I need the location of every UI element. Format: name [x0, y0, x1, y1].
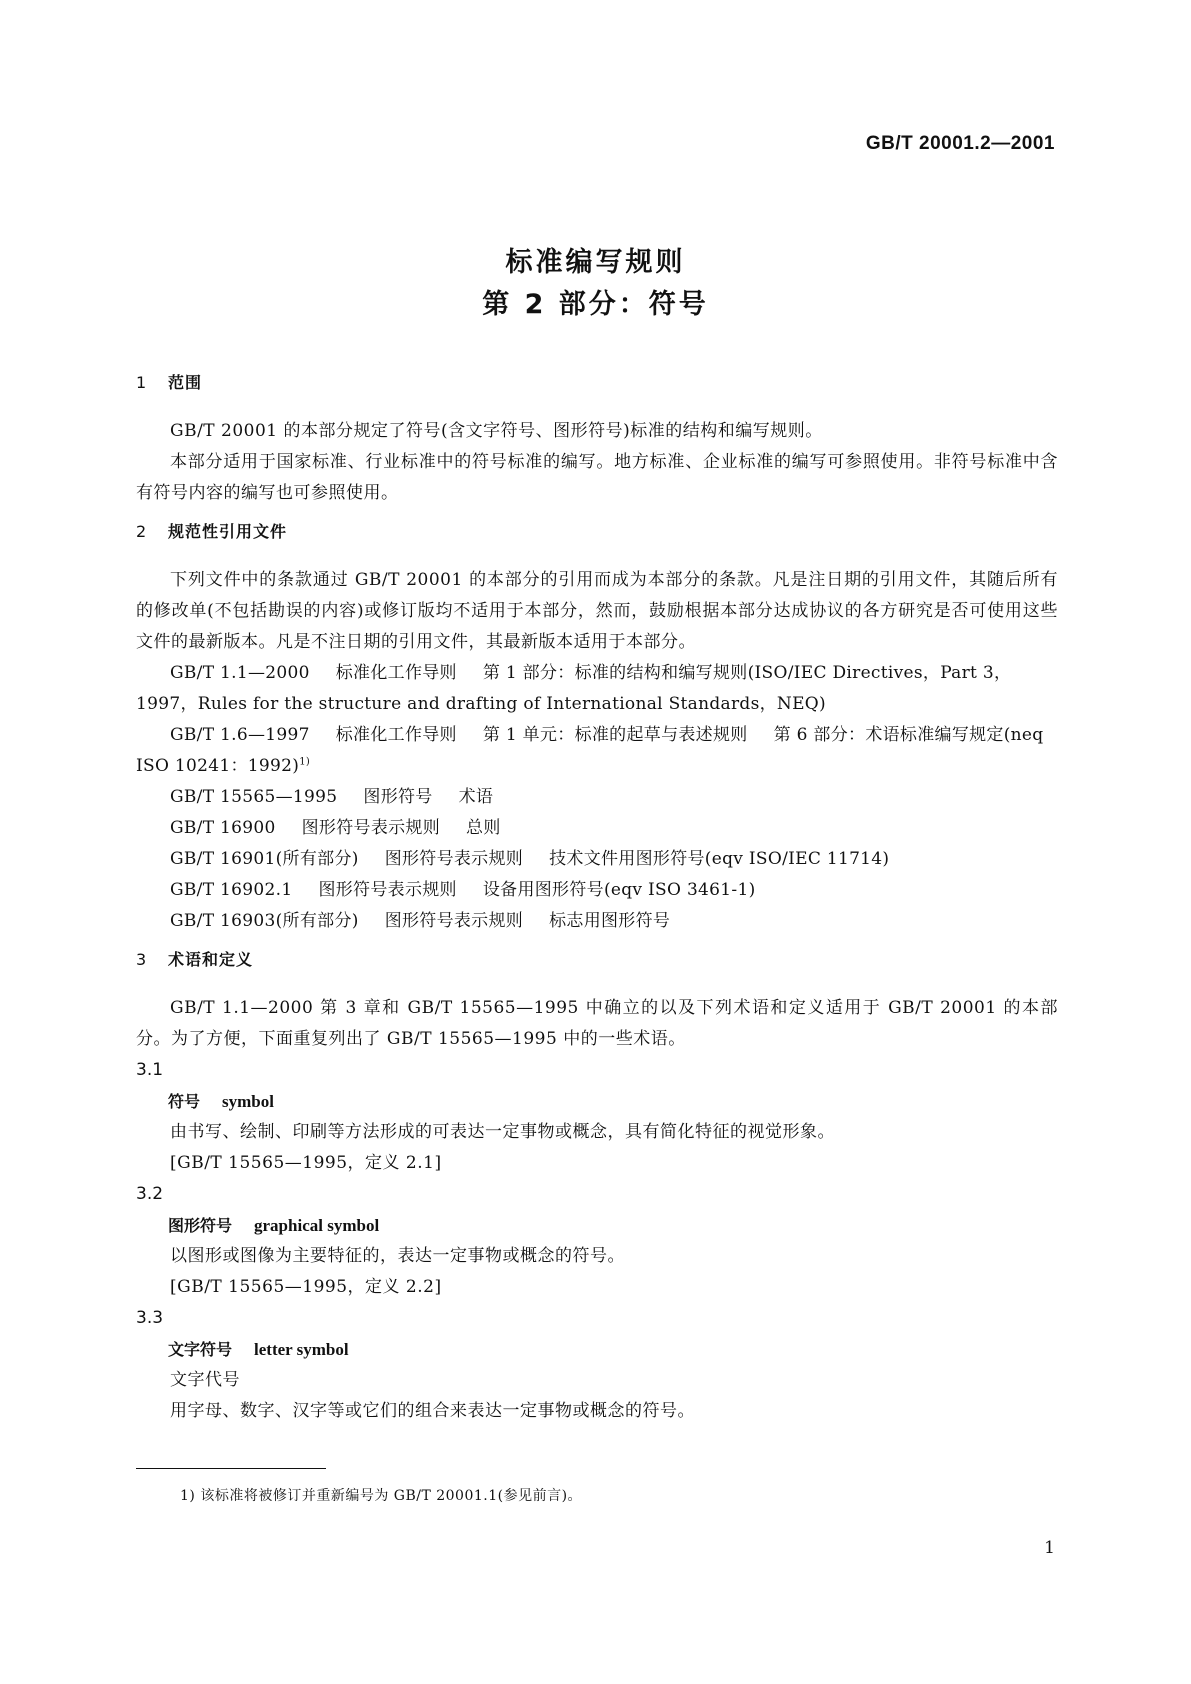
document-body: [136, 372, 1058, 1427]
term-number: 3.1: [136, 1060, 164, 1080]
term-definition: 以图形或图像为主要特征的，表达一定事物或概念的符号。: [170, 1246, 625, 1266]
term-number: 3.3: [136, 1308, 164, 1328]
term-entry: 文字符号 letter symbol: [168, 1340, 349, 1359]
footnote-marker: 1): [299, 756, 311, 768]
term-definition: 用字母、数字、汉字等或它们的组合来表达一定事物或概念的符号。: [170, 1401, 695, 1421]
term-entry: 图形符号 graphical symbol: [168, 1216, 380, 1235]
reference-item: GB/T 15565—1995 图形符号 术语: [170, 787, 494, 807]
reference-item: GB/T 1.1—2000 标准化工作导则 第 1 部分：标准的结构和编写规则(ISO/IEC Directives，Part 3，1997，Rules for the structure and drafting of International Standards，NEQ): [136, 663, 1012, 714]
paragraph: GB/T 20001 的本部分规定了符号(含文字符号、图形符号)标准的结构和编写规则。: [170, 421, 823, 441]
section-heading-2: 2 规范性引用文件: [136, 522, 288, 541]
term-entry: 符号 symbol: [168, 1092, 274, 1111]
term-number: 3.2: [136, 1184, 164, 1204]
document-title: 标准编写规则: [505, 247, 686, 278]
footnote: 1) 该标准将被修订并重新编号为 GB/T 20001.1(参见前言)。: [180, 1488, 583, 1504]
section-heading-1: 1 范围: [136, 373, 203, 392]
document-code: GB/T 20001.2—2001: [865, 133, 1055, 154]
paragraph: 本部分适用于国家标准、行业标准中的符号标准的编写。地方标准、企业标准的编写可参照使用。非符号标准中含有符号内容的编写也可参照使用。: [136, 452, 1058, 503]
term-alternative: 文字代号: [170, 1370, 240, 1390]
document-subtitle: 第 2 部分：符号: [482, 289, 709, 320]
term-source: [GB/T 15565—1995，定义 2.1]: [170, 1153, 442, 1173]
paragraph: 下列文件中的条款通过 GB/T 20001 的本部分的引用而成为本部分的条款。凡是注日期的引用文件，其随后所有的修改单(不包括勘误的内容)或修订版均不适用于本部分，然而，鼓励根据本部分达成协议的各方研究是否可使用这些文件的最新版本。凡是不注日期的引用文件，其最新版本适用于本部分。: [136, 570, 1058, 652]
term-source: [GB/T 15565—1995，定义 2.2]: [170, 1277, 442, 1297]
footnote-divider: [136, 1468, 326, 1469]
paragraph: GB/T 1.1—2000 第 3 章和 GB/T 15565—1995 中确立的以及下列术语和定义适用于 GB/T 20001 的本部分。为了方便，下面重复列出了 GB/T 15565—1995 中的一些术语。: [136, 998, 1058, 1049]
term-definition: 由书写、绘制、印刷等方法形成的可表达一定事物或概念，具有简化特征的视觉形象。: [170, 1122, 835, 1142]
reference-item: GB/T 1.6—1997 标准化工作导则 第 1 单元：标准的起草与表述规则 第 6 部分：术语标准编写规定(neq ISO 10241：1992)$^{1)}$: [136, 725, 1044, 776]
reference-item: GB/T 16900 图形符号表示规则 总则: [170, 818, 501, 838]
section-heading-3: 3 术语和定义: [136, 950, 254, 969]
reference-item: GB/T 16902.1 图形符号表示规则 设备用图形符号(eqv ISO 3461-1): [170, 880, 756, 900]
page-number: 1: [1044, 1538, 1055, 1558]
reference-item: GB/T 16903(所有部分) 图形符号表示规则 标志用图形符号: [170, 911, 671, 931]
reference-item: GB/T 16901(所有部分) 图形符号表示规则 技术文件用图形符号(eqv ISO/IEC 11714): [170, 849, 890, 869]
